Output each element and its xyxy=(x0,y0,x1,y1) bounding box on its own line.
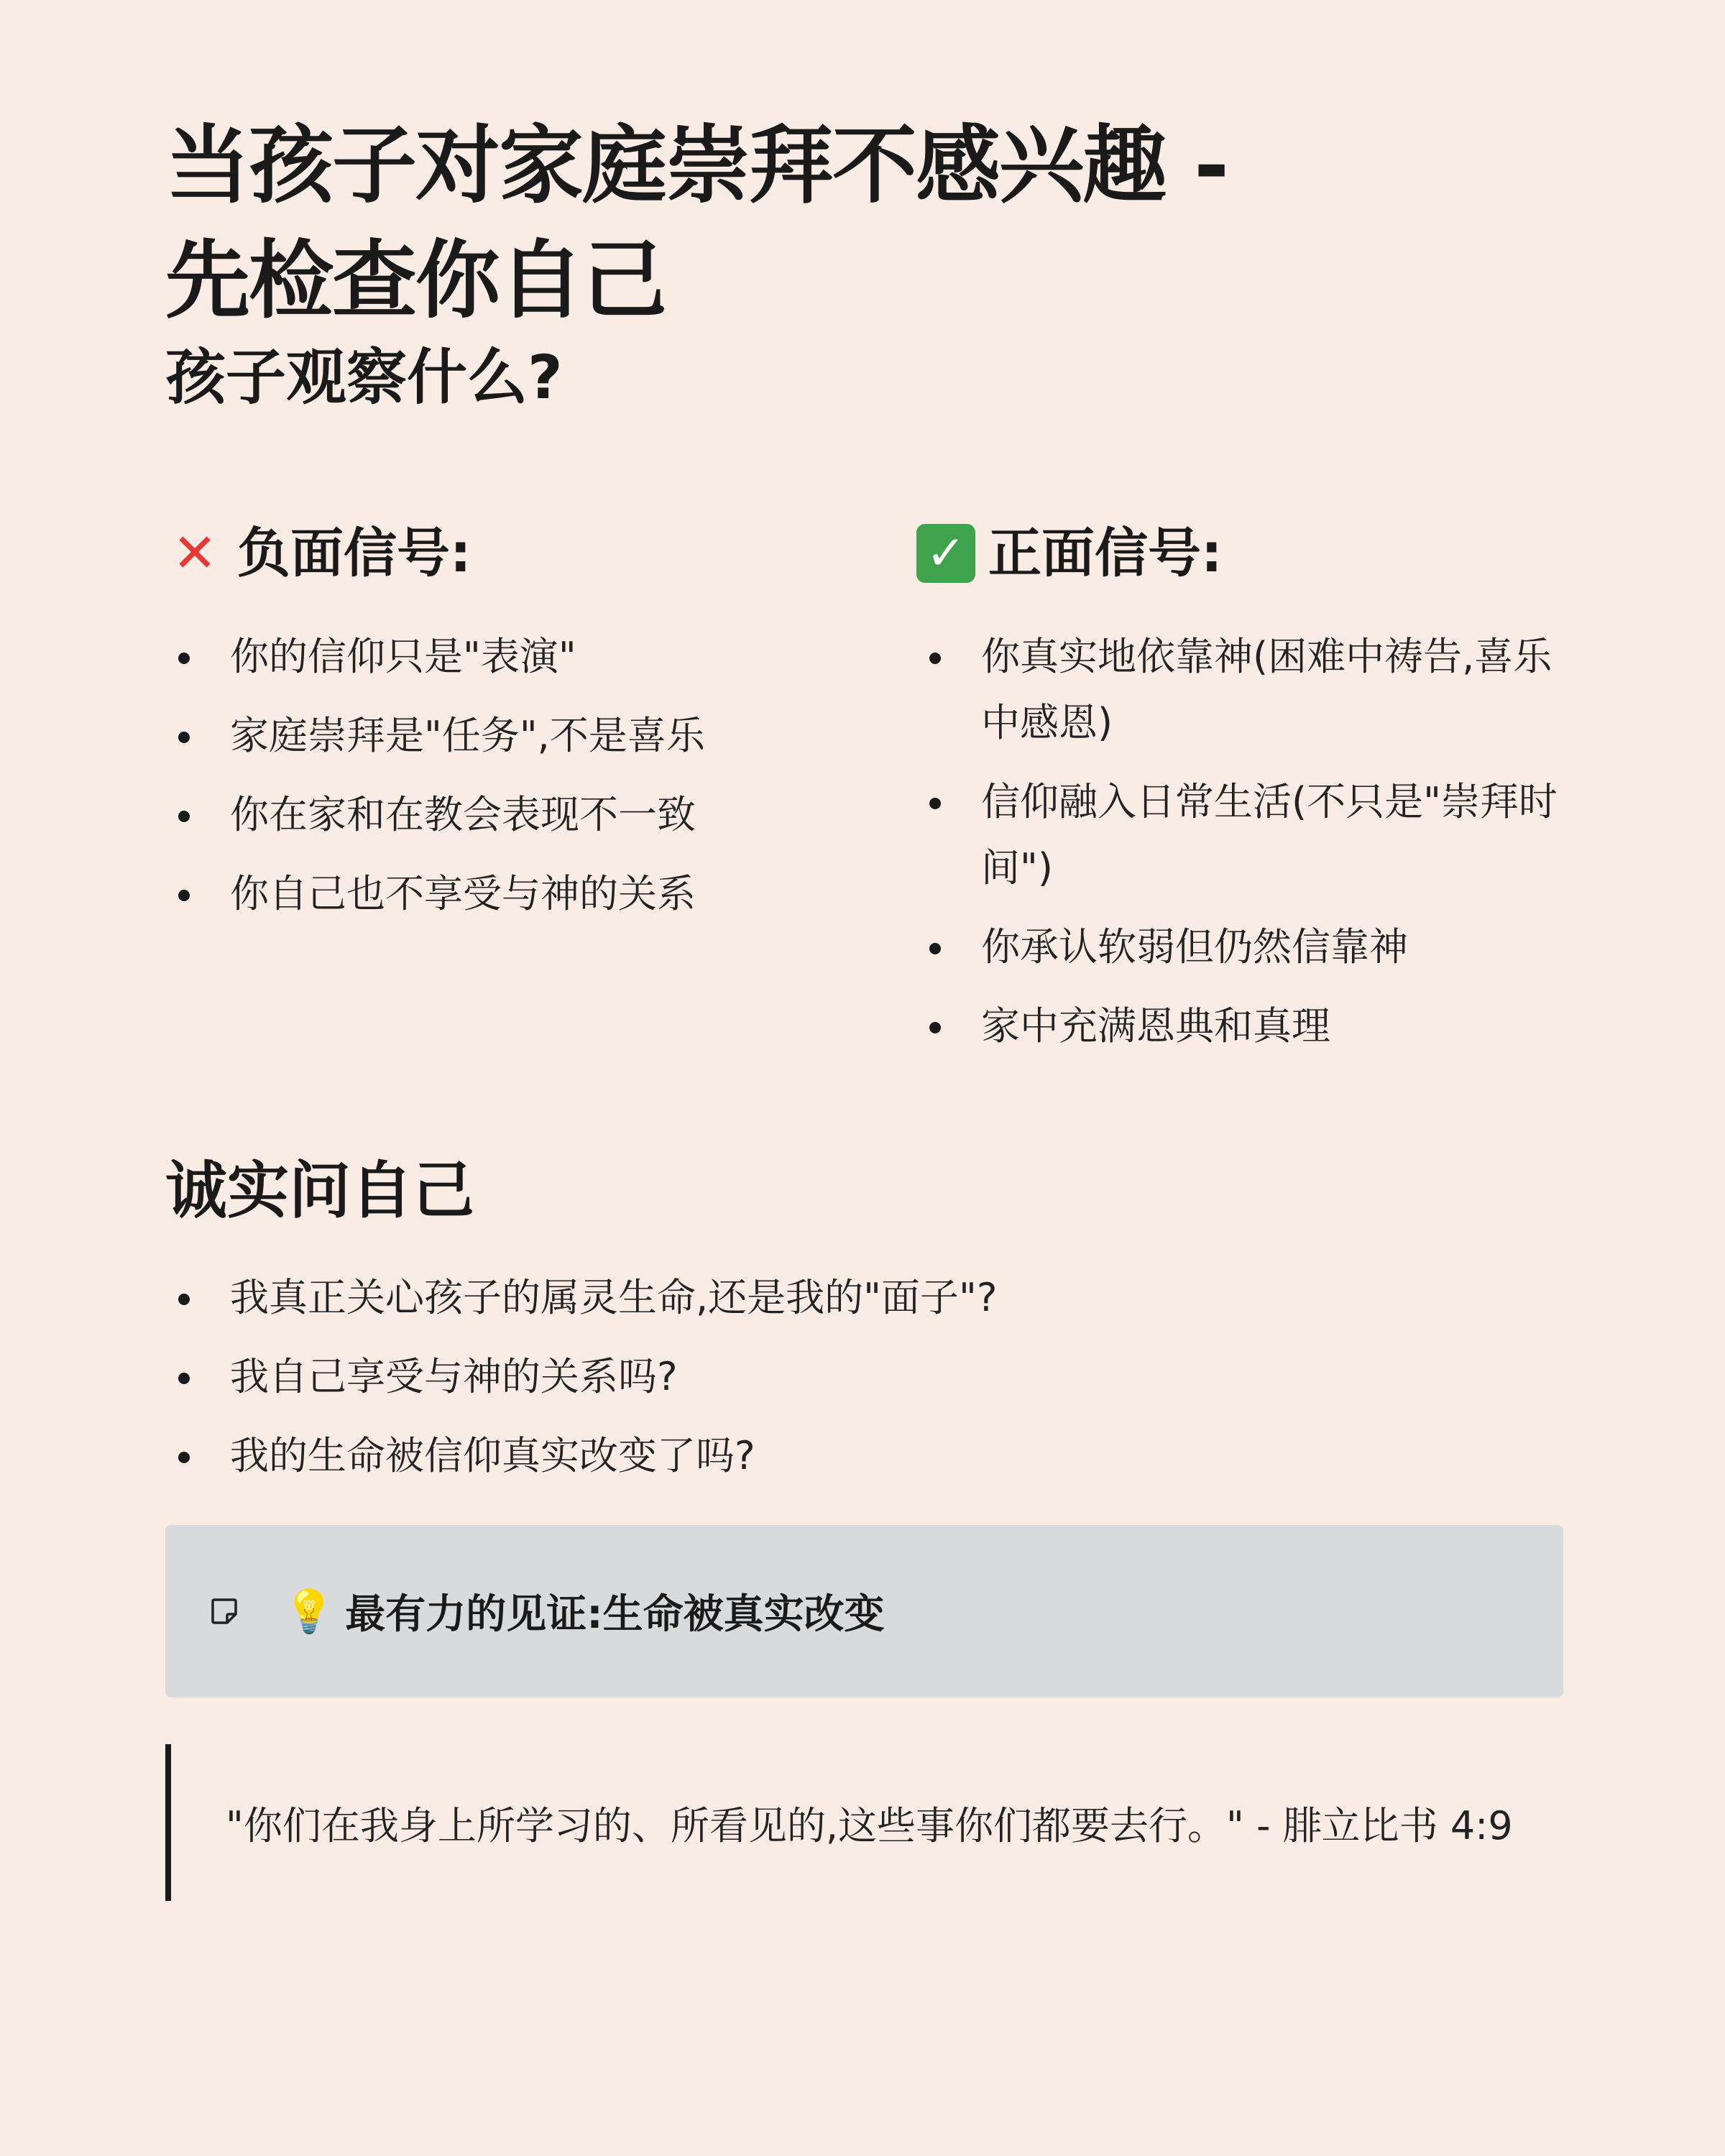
scripture-quote xyxy=(165,1744,1563,1901)
list-item: 你自己也不享受与神的关系 xyxy=(165,861,916,927)
signals-columns xyxy=(165,517,1563,1072)
list-item: 你真实地依靠神(困难中祷告,喜乐中感恩) xyxy=(916,624,1563,756)
list-item: 家庭崇拜是"任务",不是喜乐 xyxy=(165,703,916,769)
list-item: 我的生命被信仰真实改变了吗? xyxy=(165,1423,1563,1489)
negative-signals-list xyxy=(165,624,916,927)
page-subtitle: 孩子观察什么? xyxy=(165,342,563,413)
list-item: 家中充满恩典和真理 xyxy=(916,993,1563,1059)
callout-box xyxy=(165,1525,1563,1697)
positive-signals-heading xyxy=(916,517,1563,589)
list-item: 你在家和在教会表现不一致 xyxy=(165,782,916,848)
list-item: 你承认软弱但仍然信靠神 xyxy=(916,914,1563,980)
list-item: 你的信仰只是"表演" xyxy=(165,624,916,690)
positive-signals-list xyxy=(916,624,1563,1059)
negative-signals-column xyxy=(165,517,916,1072)
page-title xyxy=(165,108,1563,338)
page-title-line-1: 当孩子对家庭崇拜不感兴趣 - xyxy=(165,116,1228,215)
positive-signals-heading-text: 正面信号: xyxy=(988,522,1223,584)
list-item: 我自己享受与神的关系吗? xyxy=(165,1344,1563,1410)
cross-mark-icon: ✕ xyxy=(172,522,217,584)
positive-signals-column xyxy=(916,517,1563,1072)
page-title-line-2: 先检查你自己 xyxy=(165,231,666,330)
lightbulb-icon: 💡 xyxy=(283,1586,336,1636)
page-content xyxy=(165,108,1563,1901)
note-icon xyxy=(210,1597,239,1626)
list-item: 我真正关心孩子的属灵生命,还是我的"面子"? xyxy=(165,1265,1563,1331)
quote-text: "你们在我身上所学习的、所看见的,这些事你们都要去行。" - 腓立比书 4:9 xyxy=(226,1802,1513,1848)
negative-signals-heading-text: 负面信号: xyxy=(237,522,472,584)
honest-questions-heading: 诚实问自己 xyxy=(165,1155,474,1227)
callout-text: 最有力的见证:生命被真实改变 xyxy=(345,1591,885,1638)
honest-questions-list xyxy=(165,1265,1563,1489)
check-mark-icon: ✓ xyxy=(916,524,975,583)
list-item: 信仰融入日常生活(不只是"崇拜时间") xyxy=(916,769,1563,901)
negative-signals-heading xyxy=(165,517,916,589)
